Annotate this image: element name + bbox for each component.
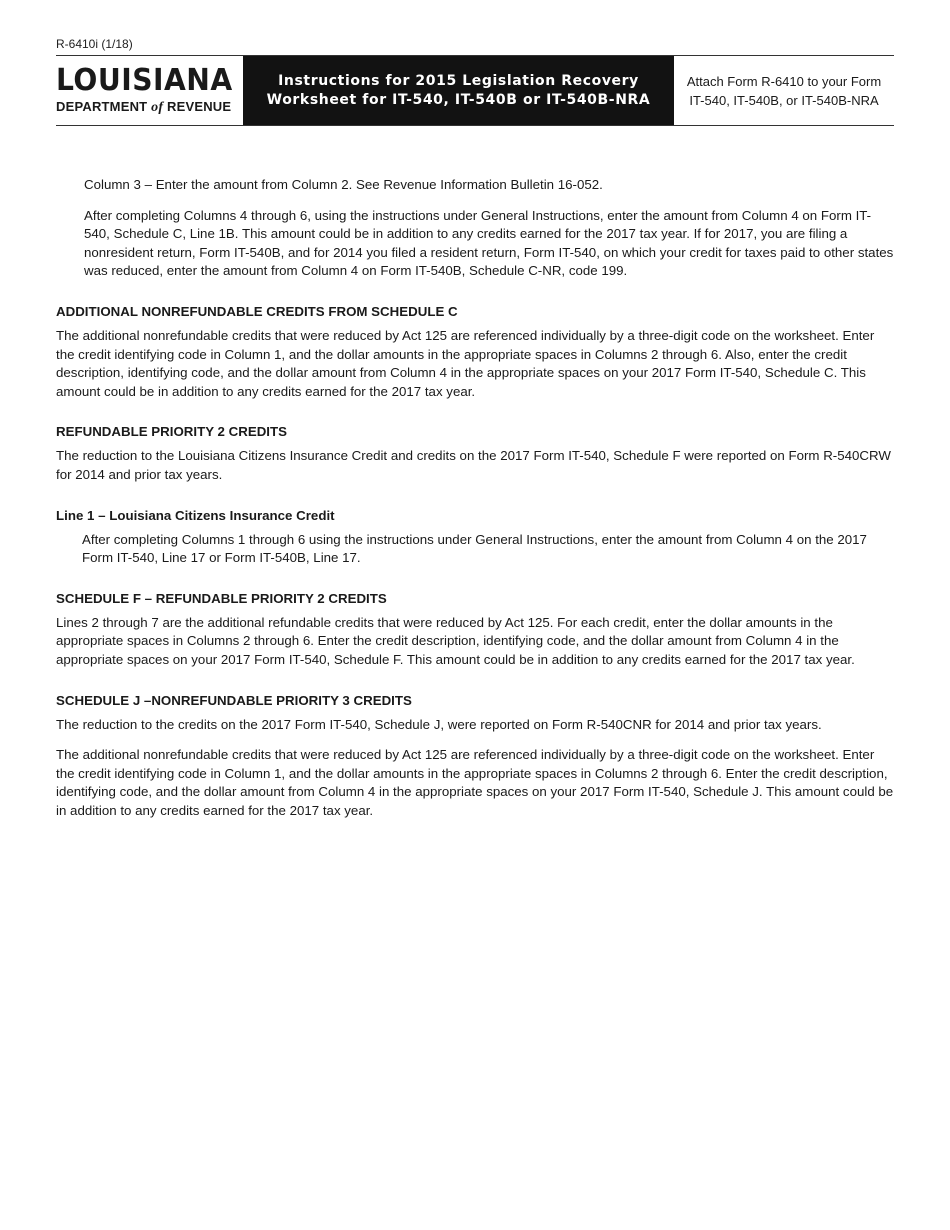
schedule-c-heading: ADDITIONAL NONREFUNDABLE CREDITS FROM SCHEDULE C [56,303,458,319]
schedule-c-paragraph: The additional nonrefundable credits that were reduced by Act 125 are referenced individually by a three-digit code on the worksheet. Enter the credit identifying code in Column 1, and the dollar amounts in the appropriate spaces in Columns 2 through 6. Also, enter the credit description, identifying code, and the dollar amount from Column 4 in the appropriate spaces on your 2017 Form IT-540, Schedule C. This amount could be in addition to any credits earned for the 2017 tax year. [56,327,875,399]
logo-sub-revenue: REVENUE [167,98,232,114]
attach-line-2: IT-540, IT-540B, or IT-540B-NRA [689,92,879,108]
instructions-body [56,176,896,820]
logo-sub-of: of [151,99,164,115]
page-header [56,55,894,126]
schedule-j-heading: SCHEDULE J –NONREFUNDABLE PRIORITY 3 CREDITS [56,692,412,708]
louisiana-revenue-logo [56,56,243,125]
line1-paragraph: After completing Columns 1 through 6 using the instructions under General Instructions, enter the amount from Column 4 on the 2017 Form IT-540, Line 17 or Form IT-540B, Line 17. [82,531,867,566]
column3-paragraph: Column 3 – Enter the amount from Column 2. See Revenue Information Bulletin 16-052. [84,177,603,192]
logo-main-text: LOUISIANA [56,62,233,98]
schedule-f-heading: SCHEDULE F – REFUNDABLE PRIORITY 2 CREDITS [56,590,387,606]
schedule-j-paragraph-2: The additional nonrefundable credits that were reduced by Act 125 are referenced individually by a three-digit code on the worksheet. Enter the credit identifying code in Column 1, and the dollar amounts in the appropriate spaces in Columns 2 through 6. Enter the credit description, identifying code, and the dollar amount from Column 4 in the appropriate spaces on your 2017 Form IT-540, Schedule J. This amount could be in addition to any credits earned for the 2017 tax year. [56,747,894,818]
logo-sub-department: DEPARTMENT [56,98,148,114]
schedule-f-paragraph: Lines 2 through 7 are the additional refundable credits that were reduced by Act 125. For each credit, enter the dollar amounts in the appropriate spaces in Columns 2 through 6. Enter the credit description, identifying code, and the dollar amount from Column 4 in the appropriate spaces on your 2017 Form IT-540, Schedule F. This amount could be in addition to any credits earned for the 2017 tax year. [56,614,855,667]
attach-line-1: Attach Form R-6410 to your Form [686,73,882,89]
line1-heading: Line 1 – Louisiana Citizens Insurance Credit [56,507,335,523]
attach-note [674,56,894,125]
refundable-p2-heading: REFUNDABLE PRIORITY 2 CREDITS [56,424,287,440]
title-line-2: Worksheet for IT-540, IT-540B or IT-540B-NRA [266,91,651,108]
after-columns-paragraph: After completing Columns 4 through 6, using the instructions under General Instructions, enter the amount from Column 4 on Form IT-540, Schedule C, Line 1B. This amount could be in addition to any credits earned for the 2017 tax year. If for 2017, you are filing a nonresident return, Form IT-540B, and for 2014 you filed a resident return, Form IT-540, on which your credit for taxes paid to other states was reduced, enter the amount from Column 4 on Form IT-540B, Schedule C-NR, code 199. [84,207,894,279]
refundable-p2-paragraph: The reduction to the Louisiana Citizens Insurance Credit and credits on the 2017 Form IT-540, Schedule F were reported on Form R-540CRW for 2014 and prior tax years. [56,448,891,482]
title-line-1: Instructions for 2015 Legislation Recovery [278,72,639,89]
document-title [243,56,674,125]
form-id: R-6410i (1/18) [56,37,133,51]
schedule-j-paragraph-1: The reduction to the credits on the 2017 Form IT-540, Schedule J, were reported on Form R-540CNR for 2014 and prior tax years. [56,716,822,732]
logo-sub-text [56,99,243,116]
